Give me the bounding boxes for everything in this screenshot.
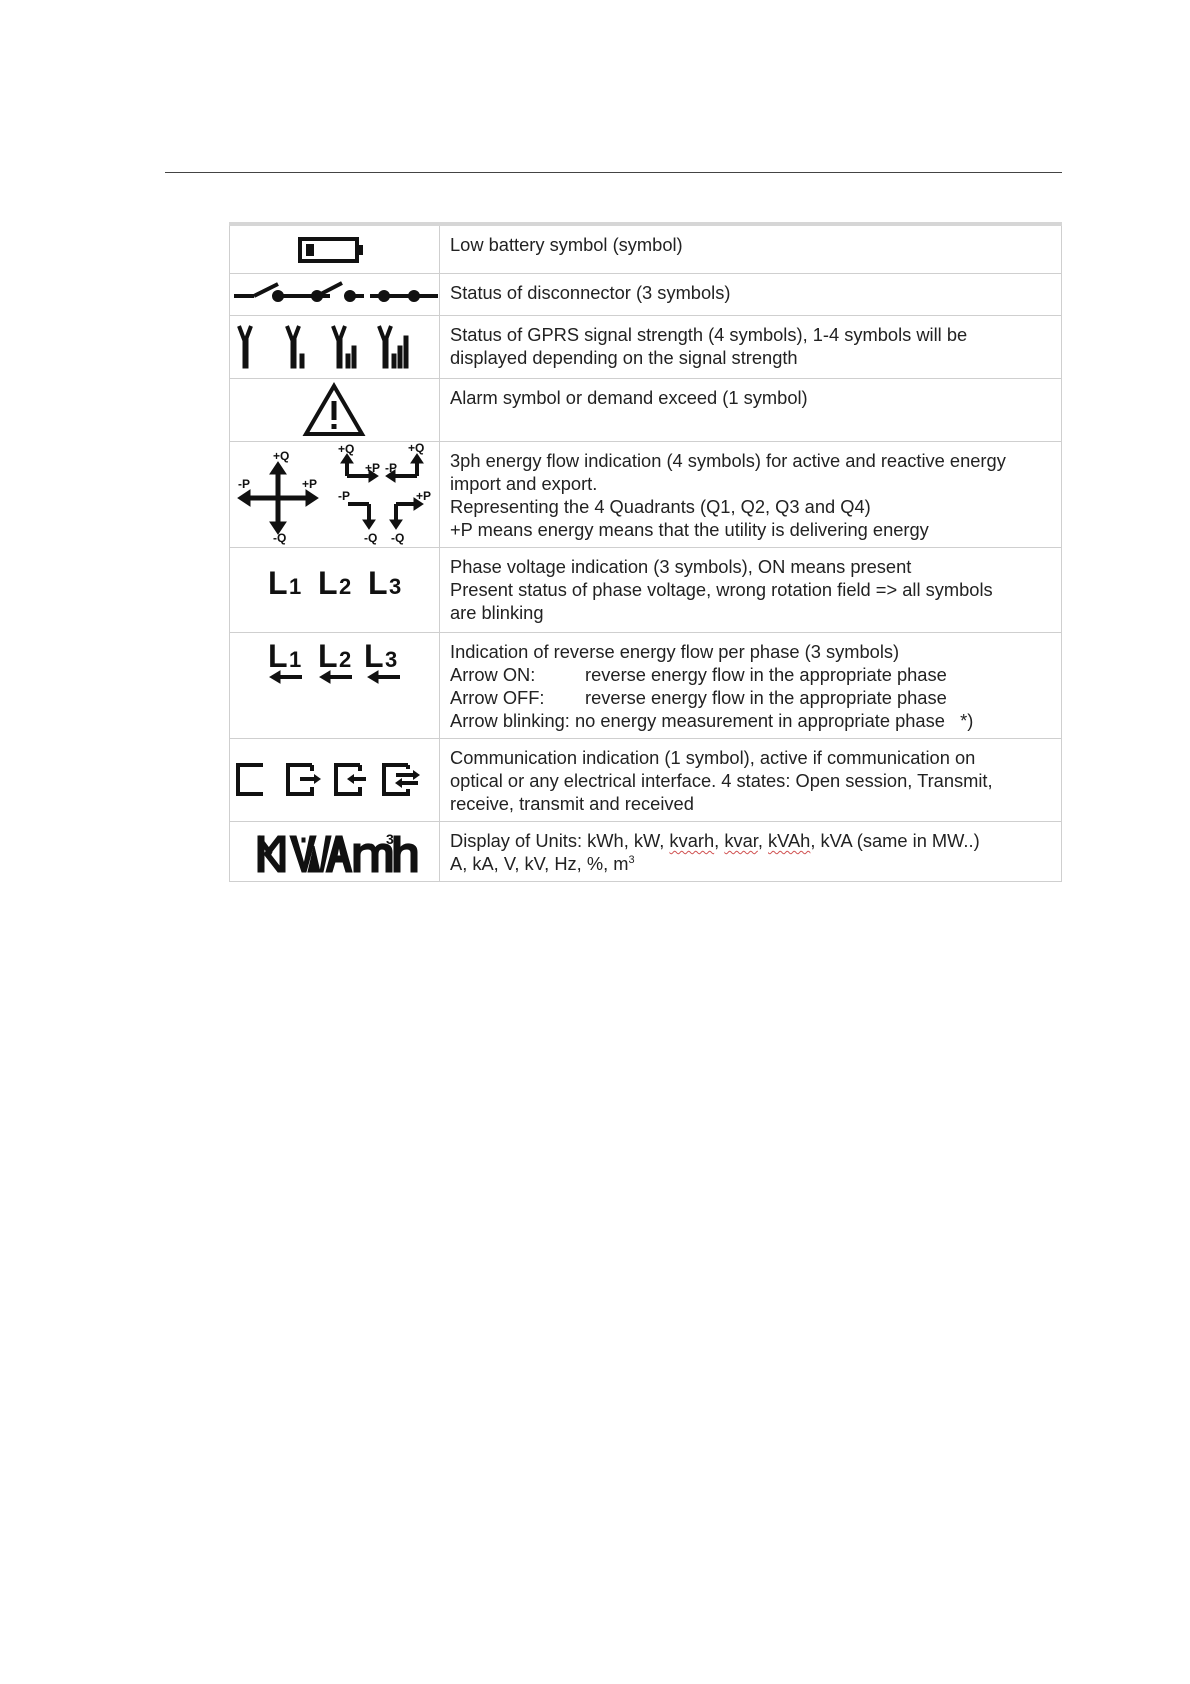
phase-l-label: L	[368, 565, 388, 601]
arrow-state-label: Arrow ON:	[450, 664, 536, 685]
unit-kvar: kvar	[724, 830, 758, 851]
table-row	[230, 442, 1062, 548]
table-row	[230, 739, 1062, 822]
description-cell	[440, 274, 1062, 316]
description-text: are blinking	[450, 602, 544, 623]
unit-kvarh: kvarh	[669, 830, 715, 851]
energy-flow-quadrant-icons	[230, 442, 439, 545]
plus-q-label: +Q	[273, 449, 290, 463]
description-text: Representing the 4 Quadrants (Q1, Q2, Q3 and Q4)	[450, 496, 871, 517]
table-row	[230, 274, 1062, 316]
plus-p-label: +P	[416, 489, 432, 503]
superscript-three-label: 3	[386, 831, 394, 847]
description-text: Status of GPRS signal strength (4 symbols), 1-4 symbols will be	[450, 324, 968, 345]
description-cell	[440, 316, 1062, 379]
phase-number-label: 1	[289, 647, 302, 672]
symbol-cell	[230, 224, 440, 274]
description-cell	[440, 224, 1062, 274]
table-row	[230, 316, 1062, 379]
description-text: +P means energy means that the utility is delivering energy	[450, 519, 929, 540]
battery-low-icon	[230, 226, 439, 273]
description-text: Alarm symbol or demand exceed (1 symbol)	[450, 387, 808, 408]
symbol-cell	[230, 633, 440, 739]
table-row	[230, 379, 1062, 442]
description-text: Phase voltage indication (3 symbols), ON means present	[450, 556, 912, 577]
minus-q-label: -Q	[364, 531, 378, 545]
communication-state-icons	[230, 739, 439, 819]
symbol-cell	[230, 548, 440, 633]
plus-p-label: +P	[302, 477, 318, 491]
table-row	[230, 822, 1062, 882]
description-cell	[440, 739, 1062, 822]
plus-q-label: +Q	[338, 442, 355, 456]
table-row	[230, 548, 1062, 633]
phase-l-label: L	[318, 565, 338, 601]
symbol-cell	[230, 739, 440, 822]
units-segment-display-icon	[230, 822, 439, 880]
units-text: A, kA, V, kV, Hz, %, m	[450, 853, 629, 874]
reverse-energy-flow-icons	[230, 633, 439, 736]
description-text: Indication of reverse energy flow per phase (3 symbols)	[450, 641, 900, 662]
units-superscript: 3	[628, 853, 635, 866]
arrow-state-label: Arrow OFF:	[450, 687, 545, 708]
arrow-state-text: reverse energy flow in the appropriate phase	[585, 664, 947, 685]
phase-number-label: 3	[385, 647, 398, 672]
display-symbols-table	[229, 222, 1062, 882]
description-text: 3ph energy flow indication (4 symbols) for active and reactive energy	[450, 450, 1006, 471]
phase-voltage-icons	[230, 548, 439, 632]
phase-number-label: 2	[339, 647, 352, 672]
disconnector-switch-icons	[230, 274, 439, 315]
description-text: Low battery symbol (symbol)	[450, 234, 683, 255]
symbol-cell	[230, 316, 440, 379]
description-text: Arrow blinking: no energy measurement in appropriate phase *)	[450, 710, 974, 731]
arrow-off-line	[450, 686, 1051, 709]
units-separator: ,	[757, 830, 769, 851]
description-text: Status of disconnector (3 symbols)	[450, 282, 731, 303]
description-cell	[440, 633, 1062, 739]
description-cell	[440, 379, 1062, 442]
units-text: Display of Units: kWh, kW,	[450, 830, 670, 851]
table-row	[230, 224, 1062, 274]
description-text: import and export.	[450, 473, 598, 494]
minus-q-label: -Q	[273, 531, 287, 545]
description-text: Present status of phase voltage, wrong rotation field => all symbols	[450, 579, 993, 600]
units-separator: ,	[714, 830, 725, 851]
symbol-cell	[230, 822, 440, 882]
description-cell	[440, 442, 1062, 548]
units-line	[450, 852, 1051, 875]
minus-q-label: -Q	[391, 531, 405, 545]
plus-p-label: +P	[365, 461, 381, 475]
units-line	[450, 829, 1051, 852]
phase-l-label: L	[318, 638, 338, 674]
phase-l-label: L	[268, 638, 288, 674]
symbol-cell	[230, 442, 440, 548]
description-cell	[440, 548, 1062, 633]
phase-l-label: L	[268, 565, 288, 601]
arrow-state-text: reverse energy flow in the appropriate phase	[585, 687, 947, 708]
symbol-cell	[230, 274, 440, 316]
arrow-on-line	[450, 663, 1051, 686]
plus-q-label: +Q	[408, 442, 425, 455]
minus-p-label: -P	[238, 477, 250, 491]
minus-p-label: -P	[385, 461, 397, 475]
symbol-cell	[230, 379, 440, 442]
description-text: displayed depending on the signal strength	[450, 347, 798, 368]
phase-l-label: L	[364, 638, 384, 674]
minus-p-label: -P	[338, 489, 350, 503]
phase-number-label: 2	[339, 574, 352, 599]
description-cell	[440, 822, 1062, 882]
header-rule	[165, 172, 1062, 173]
gprs-signal-strength-icons	[230, 316, 439, 378]
table-row	[230, 633, 1062, 739]
units-text: , kVA (same in MW..)	[810, 830, 980, 851]
unit-kvah: kVAh	[768, 830, 811, 851]
phase-number-label: 3	[389, 574, 402, 599]
phase-number-label: 1	[289, 574, 302, 599]
description-text: receive, transmit and received	[450, 793, 694, 814]
description-text: Communication indication (1 symbol), active if communication on	[450, 747, 976, 768]
alarm-warning-triangle-icon	[230, 379, 439, 441]
description-text: optical or any electrical interface. 4 states: Open session, Transmit,	[450, 770, 993, 791]
